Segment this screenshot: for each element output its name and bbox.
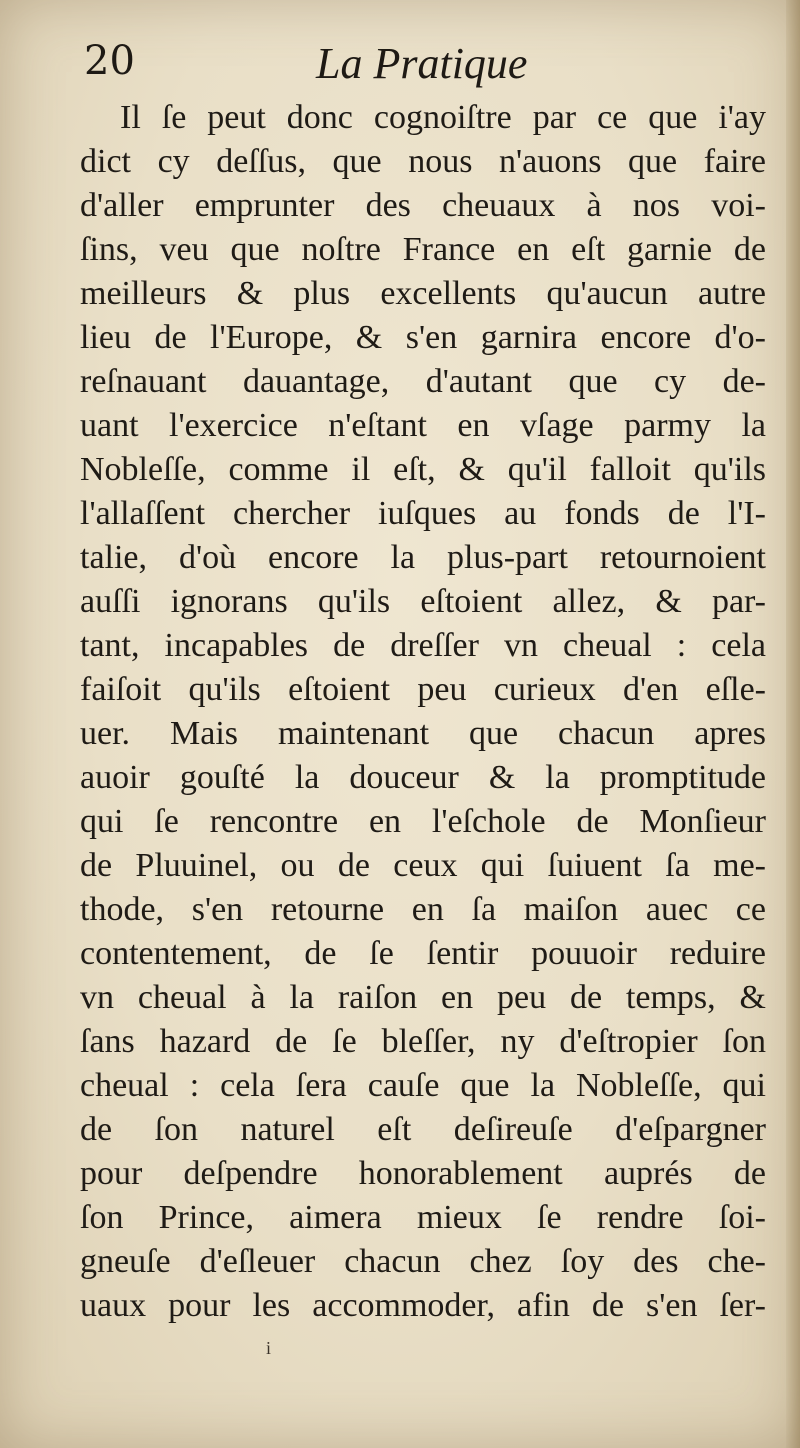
text-line: d'aller emprunter des cheuaux à nos voi- — [80, 187, 766, 224]
text-line: meilleurs & plus excellents qu'aucun autre — [80, 275, 766, 312]
text-line: ſins, veu que noſtre France en eſt garnie de — [80, 231, 766, 268]
text-line: uaux pour les accommoder, afin de s'en ſer- — [80, 1287, 766, 1324]
text-line: qui ſe rencontre en l'eſchole de Monſieur — [80, 803, 766, 840]
text-line: pour deſpendre honorablement auprés de — [80, 1155, 766, 1192]
text-line: gneuſe d'eſleuer chacun chez ſoy des che- — [80, 1243, 766, 1280]
text-line: talie, d'où encore la plus-part retournoient — [80, 539, 766, 576]
text-line: ſans hazard de ſe bleſſer, ny d'eſtropier ſon — [80, 1023, 766, 1060]
text-line: de Pluuinel, ou de ceux qui ſuiuent ſa me- — [80, 847, 766, 884]
text-line: thode, s'en retourne en ſa maiſon auec ce — [80, 891, 766, 928]
text-line: Nobleſſe, comme il eſt, & qu'il falloit qu'ils — [80, 451, 766, 488]
text-line: contentement, de ſe ſentir pouuoir reduire — [80, 935, 766, 972]
text-line: faiſoit qu'ils eſtoient peu curieux d'en eſle- — [80, 671, 766, 708]
page-edge-shadow — [786, 0, 800, 1448]
text-line: vn cheual à la raiſon en peu de temps, & — [80, 979, 766, 1016]
text-line: tant, incapables de dreſſer vn cheual : cela — [80, 627, 766, 664]
text-line: ſon Prince, aimera mieux ſe rendre ſoi- — [80, 1199, 766, 1236]
text-line: l'allaſſent chercher iuſques au fonds de l'I- — [80, 495, 766, 532]
text-line: dict cy deſſus, que nous n'auons que faire — [80, 143, 766, 180]
page-header — [84, 38, 764, 94]
running-title: La Pratique — [316, 39, 528, 88]
text-line: uant l'exercice n'eſtant en vſage parmy la — [80, 407, 766, 444]
text-line: lieu de l'Europe, & s'en garnira encore d'o- — [80, 319, 766, 356]
body-text — [80, 96, 766, 1328]
text-line: cheual : cela ſera cauſe que la Nobleſſe, qui — [80, 1067, 766, 1104]
page-number: 20 — [84, 38, 135, 84]
text-line: auſſi ignorans qu'ils eſtoient allez, & par- — [80, 583, 766, 620]
text-line: reſnauant dauantage, d'autant que cy de- — [80, 363, 766, 400]
text-line: uer. Mais maintenant que chacun apres — [80, 715, 766, 752]
text-line: auoir gouſté la douceur & la promptitude — [80, 759, 766, 796]
text-line: Il ſe peut donc cognoiſtre par ce que i'ay — [120, 99, 766, 136]
text-line: de ſon naturel eſt deſireuſe d'eſpargner — [80, 1111, 766, 1148]
signature-mark: i — [266, 1338, 272, 1358]
